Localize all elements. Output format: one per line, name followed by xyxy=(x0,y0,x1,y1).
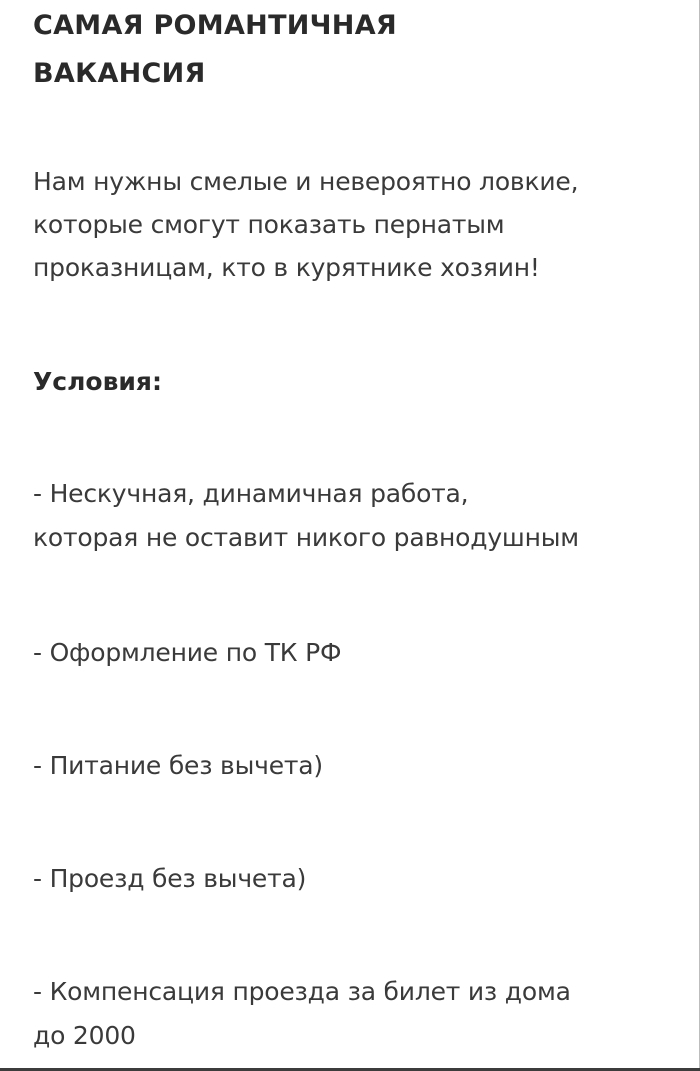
vacancy-title-line-2: ВАКАНСИЯ xyxy=(33,58,206,89)
condition-item-line-1: - Оформление по ТК РФ xyxy=(33,638,342,667)
condition-item xyxy=(33,970,683,1058)
intro-line-1: Нам нужны смелые и невероятно ловкие, xyxy=(33,167,579,196)
vacancy-title-line-1: САМАЯ РОМАНТИЧНАЯ xyxy=(33,10,397,41)
condition-item-line-1: - Нескучная, динамичная работа, xyxy=(33,479,469,508)
condition-item xyxy=(33,857,683,901)
intro-line-2: которые смогут показать пернатым xyxy=(33,210,505,239)
vacancy-title xyxy=(33,2,673,98)
condition-item-line-1: - Питание без вычета) xyxy=(33,751,323,780)
condition-item-line-1: - Проезд без вычета) xyxy=(33,864,307,893)
conditions-heading: Условия: xyxy=(33,367,162,396)
condition-item-line-2: которая не оставит никого равнодушным xyxy=(33,523,579,552)
intro-line-3: проказницам, кто в курятнике хозяин! xyxy=(33,253,540,282)
condition-item-line-2: до 2000 xyxy=(33,1021,136,1050)
condition-item-line-1: - Компенсация проезда за билет из дома xyxy=(33,977,571,1006)
vacancy-intro xyxy=(33,160,683,289)
condition-item xyxy=(33,631,683,675)
condition-item xyxy=(33,744,683,788)
condition-item xyxy=(33,472,683,560)
